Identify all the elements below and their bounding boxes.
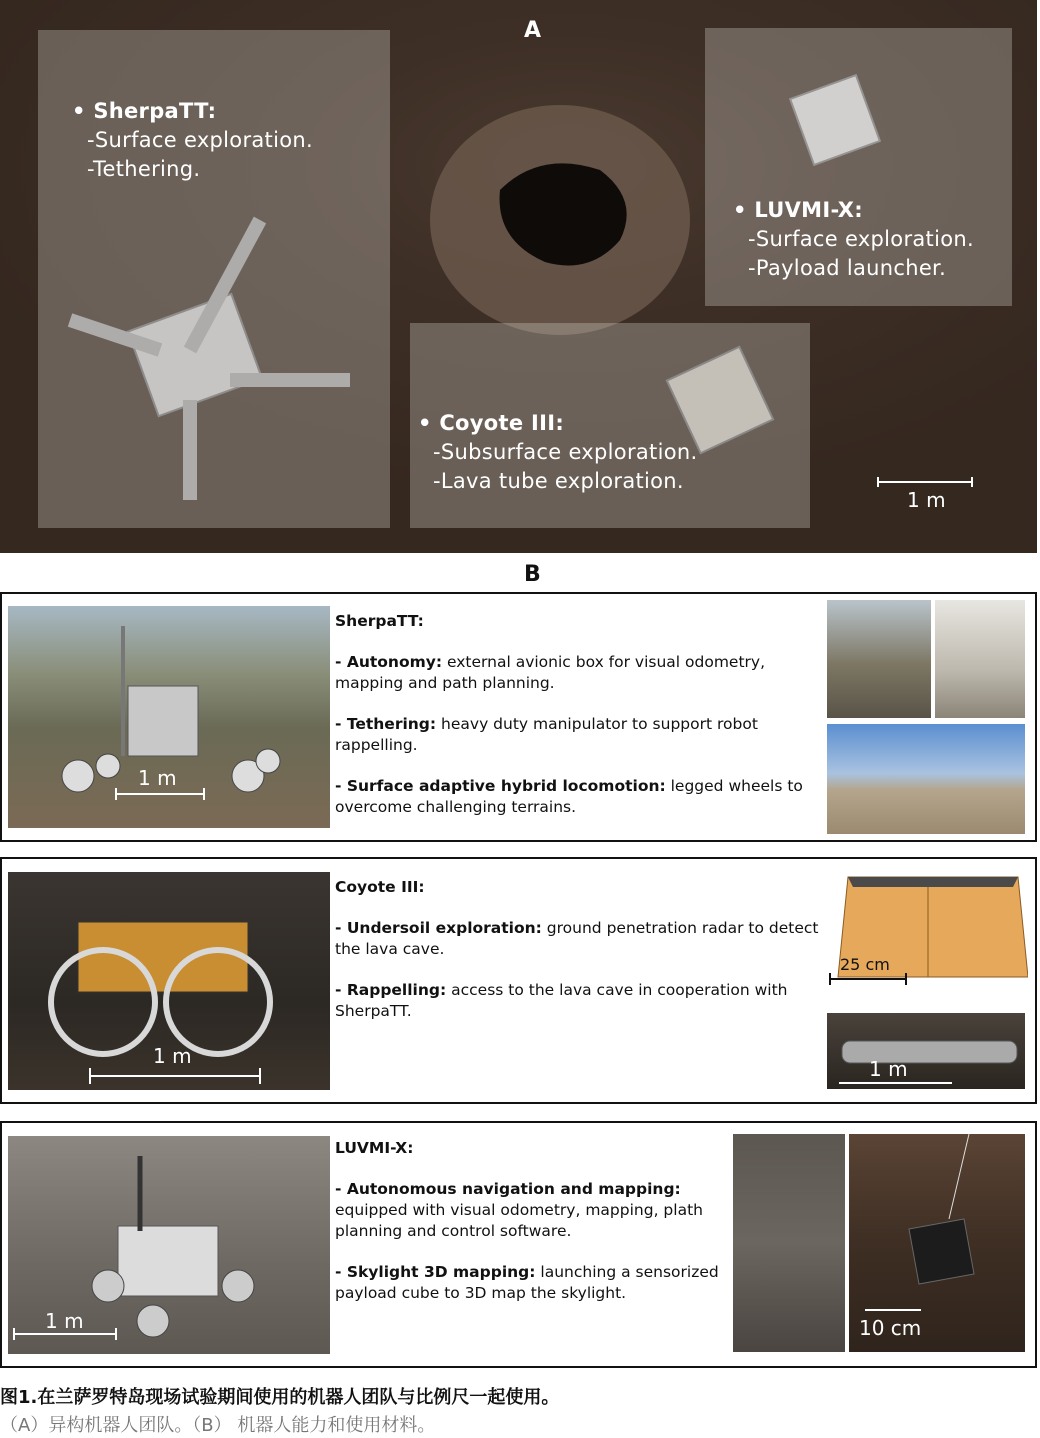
coyote-box	[0, 857, 1037, 1104]
luvmi-photo-cube	[849, 1134, 1025, 1352]
luvmi-box	[0, 1121, 1037, 1368]
luvmi-point-1: - Autonomous navigation and mapping: equipped with visual odometry, mapping, plath planning and control software.	[335, 1180, 703, 1240]
sherpa-point-3: - Surface adaptive hybrid locomotion: legged wheels to overcome challenging terrains.	[335, 777, 803, 816]
coyote-scale-small2: 1 m	[869, 1057, 908, 1081]
coyote-overlay-text: • Coyote III: -Subsurface exploration. -Lava tube exploration.	[418, 411, 698, 493]
coyote-scale-small: 25 cm	[840, 955, 890, 974]
luvmi-overlay-text: • LUVMI-X: -Surface exploration. -Payload launcher.	[733, 198, 974, 280]
luvmi-item-2: Payload launcher.	[755, 256, 947, 280]
sherpa-photo-terrain	[827, 724, 1025, 834]
figure-caption-title: 图1.在兰萨罗特岛现场试验期间使用的机器人团队与比例尺一起使用。	[0, 1387, 560, 1408]
coyote-desc-title: Coyote III:	[335, 878, 425, 896]
sherpa-scale-label: 1 m	[138, 766, 177, 790]
sherpa-photo-manipulator	[935, 600, 1025, 718]
panel-b-label: B	[524, 562, 541, 587]
sherpa-description	[335, 611, 820, 838]
sherpa-desc-title: SherpaTT:	[335, 612, 424, 630]
sherpa-item-2: Tethering.	[92, 157, 201, 181]
luvmi-item-1: Surface exploration.	[755, 227, 974, 251]
coyote-photo-main	[8, 872, 330, 1090]
sherpa-robot-illustration	[8, 606, 330, 828]
coyote-payload-illustration	[827, 1013, 1025, 1089]
sherpa-item-1: Surface exploration.	[94, 128, 313, 152]
coyote-point-1: - Undersoil exploration: ground penetration radar to detect the lava cave.	[335, 919, 819, 958]
coyote-title: Coyote III:	[439, 411, 565, 435]
sherpa-box	[0, 592, 1037, 842]
coyote-item-1: Subsurface exploration.	[440, 440, 698, 464]
scale-label-a: 1 m	[907, 488, 946, 512]
sherpa-photo-main	[8, 606, 330, 828]
coyote-item-2: Lava tube exploration.	[440, 469, 684, 493]
coyote-photo-payload	[827, 1013, 1025, 1089]
coyote-description	[335, 877, 825, 1042]
luvmi-scale-small: 10 cm	[859, 1316, 922, 1340]
figure-caption-subtitle: （A）异构机器人团队。（B） 机器人能力和使用材料。	[0, 1415, 436, 1436]
coyote-radar-render	[828, 867, 1028, 1002]
luvmi-scale-label: 1 m	[45, 1309, 84, 1333]
luvmi-photo-main	[8, 1136, 330, 1354]
sherpa-photo-tether	[827, 600, 931, 718]
luvmi-title: LUVMI-X:	[754, 198, 863, 222]
luvmi-description	[335, 1138, 725, 1324]
luvmi-photo-mast	[733, 1134, 845, 1352]
coyote-scale-label: 1 m	[153, 1044, 192, 1068]
panel-a-label: A	[524, 18, 542, 43]
luvmi-point-2: - Skylight 3D mapping: launching a sensorized payload cube to 3D map the skylight.	[335, 1263, 719, 1302]
sherpa-title: SherpaTT:	[93, 99, 217, 123]
sherpa-overlay-text: • SherpaTT: -Surface exploration. -Tethering.	[72, 99, 313, 181]
luvmi-desc-title: LUVMI-X:	[335, 1139, 414, 1157]
coyote-point-2: - Rappelling: access to the lava cave in cooperation with SherpaTT.	[335, 981, 788, 1020]
panel-a-aerial-photo	[0, 0, 1037, 553]
sherpa-point-2: - Tethering: heavy duty manipulator to support robot rappelling.	[335, 715, 758, 754]
sherpa-point-1: - Autonomy: external avionic box for visual odometry, mapping and path planning.	[335, 653, 766, 692]
